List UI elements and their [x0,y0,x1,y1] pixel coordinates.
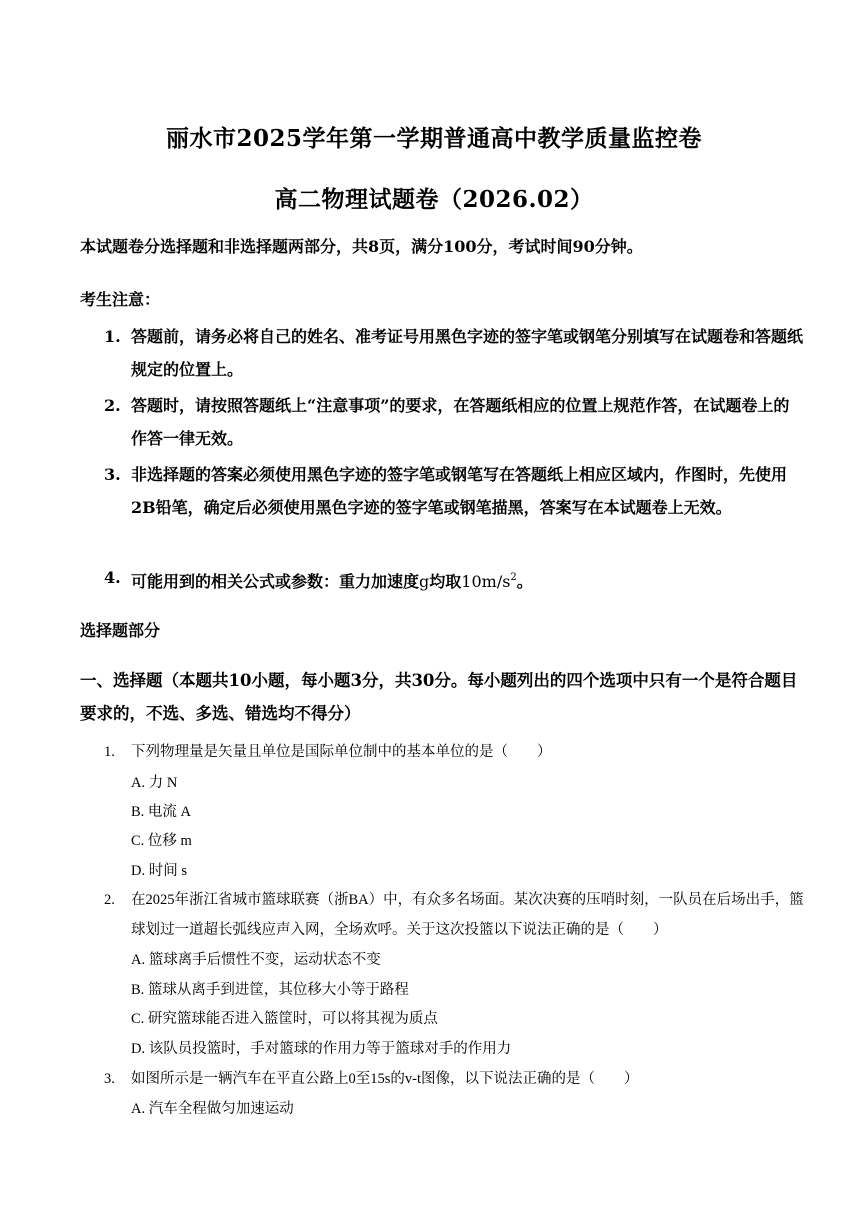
section-heading: 一、选择题（本题共10小题，每小题3分，共30分。每小题列出的四个选项中只有一个是符合题目要求的，不选、多选、错选均不得分） [80,671,798,723]
question-number: 3. [104,1071,115,1087]
notice-item [104,458,804,524]
question [104,886,804,945]
question-option: B. 篮球从离手到进筐，其位移大小等于路程 [131,982,409,998]
notice-item-number: 1. [104,327,121,346]
notice-item-text: 答题前，请务必将自己的姓名、准考证号用黑色字迹的签字笔或钢笔分别填写在试题卷和答题纸规定的位置上。 [131,327,804,379]
question-option: D. 该队员投篮时，手对篮球的作用力等于篮球对手的作用力 [131,1041,512,1057]
notice-item-number: 3. [104,465,121,484]
notice-item-number: 2. [104,396,121,415]
notice-item-text: 非选择题的答案必须使用黑色字迹的签字笔或钢笔写在答题纸上相应区域内，作图时，先使用2B铅笔，确定后必须使用黑色字迹的签字笔或钢笔描黑，答案写在本试题卷上无效。 [131,465,788,517]
question [104,1065,804,1095]
notice-item [104,320,804,386]
question-number: 1. [104,744,115,760]
notice-item-number: 4. [104,568,121,587]
question-stem: 如图所示是一辆汽车在平直公路上0至15s的v-t图像，以下说法正确的是（ ） [131,1071,639,1087]
question-option: D. 时间 s [131,863,187,879]
part-label: 选择题部分 [80,621,161,640]
notice-formula-prefix: 可能用到的相关公式或参数：重力加速度 [131,572,420,591]
exam-intro: 本试题卷分选择题和非选择题两部分，共8页，满分100分，考试时间90分钟。 [80,237,643,256]
gravity-value: 10m/s [461,572,511,591]
gravity-exponent: 2 [510,572,517,583]
question-number: 2. [104,892,115,908]
question-option: B. 电流 A [131,804,192,820]
question-option: C. 位移 m [131,833,192,849]
question-option: A. 力 N [131,775,178,791]
question-stem: 在2025年浙江省城市篮球联赛（浙BA）中，有众多名场面。某次决赛的压哨时刻，一队员在后场出手，篮球划过一道超长弧线应声入网，全场欢呼。关于这次投篮以下说法正确的是（ ） [131,892,804,938]
question-option: C. 研究篮球能否进入篮筐时，可以将其视为质点 [131,1011,438,1027]
question-stem: 下列物理量是矢量且单位是国际单位制中的基本单位的是（ ） [131,744,552,760]
question-option: A. 篮球离手后惯性不变，运动状态不变 [131,952,381,968]
notice-formula-mid: 均取 [429,572,462,591]
notice-item [104,389,804,455]
exam-subtitle: 高二物理试题卷（2026.02） [274,186,594,213]
notice-formula-suffix: 。 [516,572,533,591]
notice-item-text: 答题时，请按照答题纸上“注意事项”的要求，在答题纸相应的位置上规范作答，在试题卷上的作答一律无效。 [131,396,790,448]
question-option: A. 汽车全程做匀加速运动 [131,1101,294,1117]
question [104,738,804,768]
exam-title: 丽水市2025学年第一学期普通高中教学质量监控卷 [165,125,702,152]
notice-item [104,561,804,598]
notice-item-text [131,561,804,598]
gravity-symbol: g [419,572,430,591]
notice-heading: 考生注意： [80,290,161,309]
